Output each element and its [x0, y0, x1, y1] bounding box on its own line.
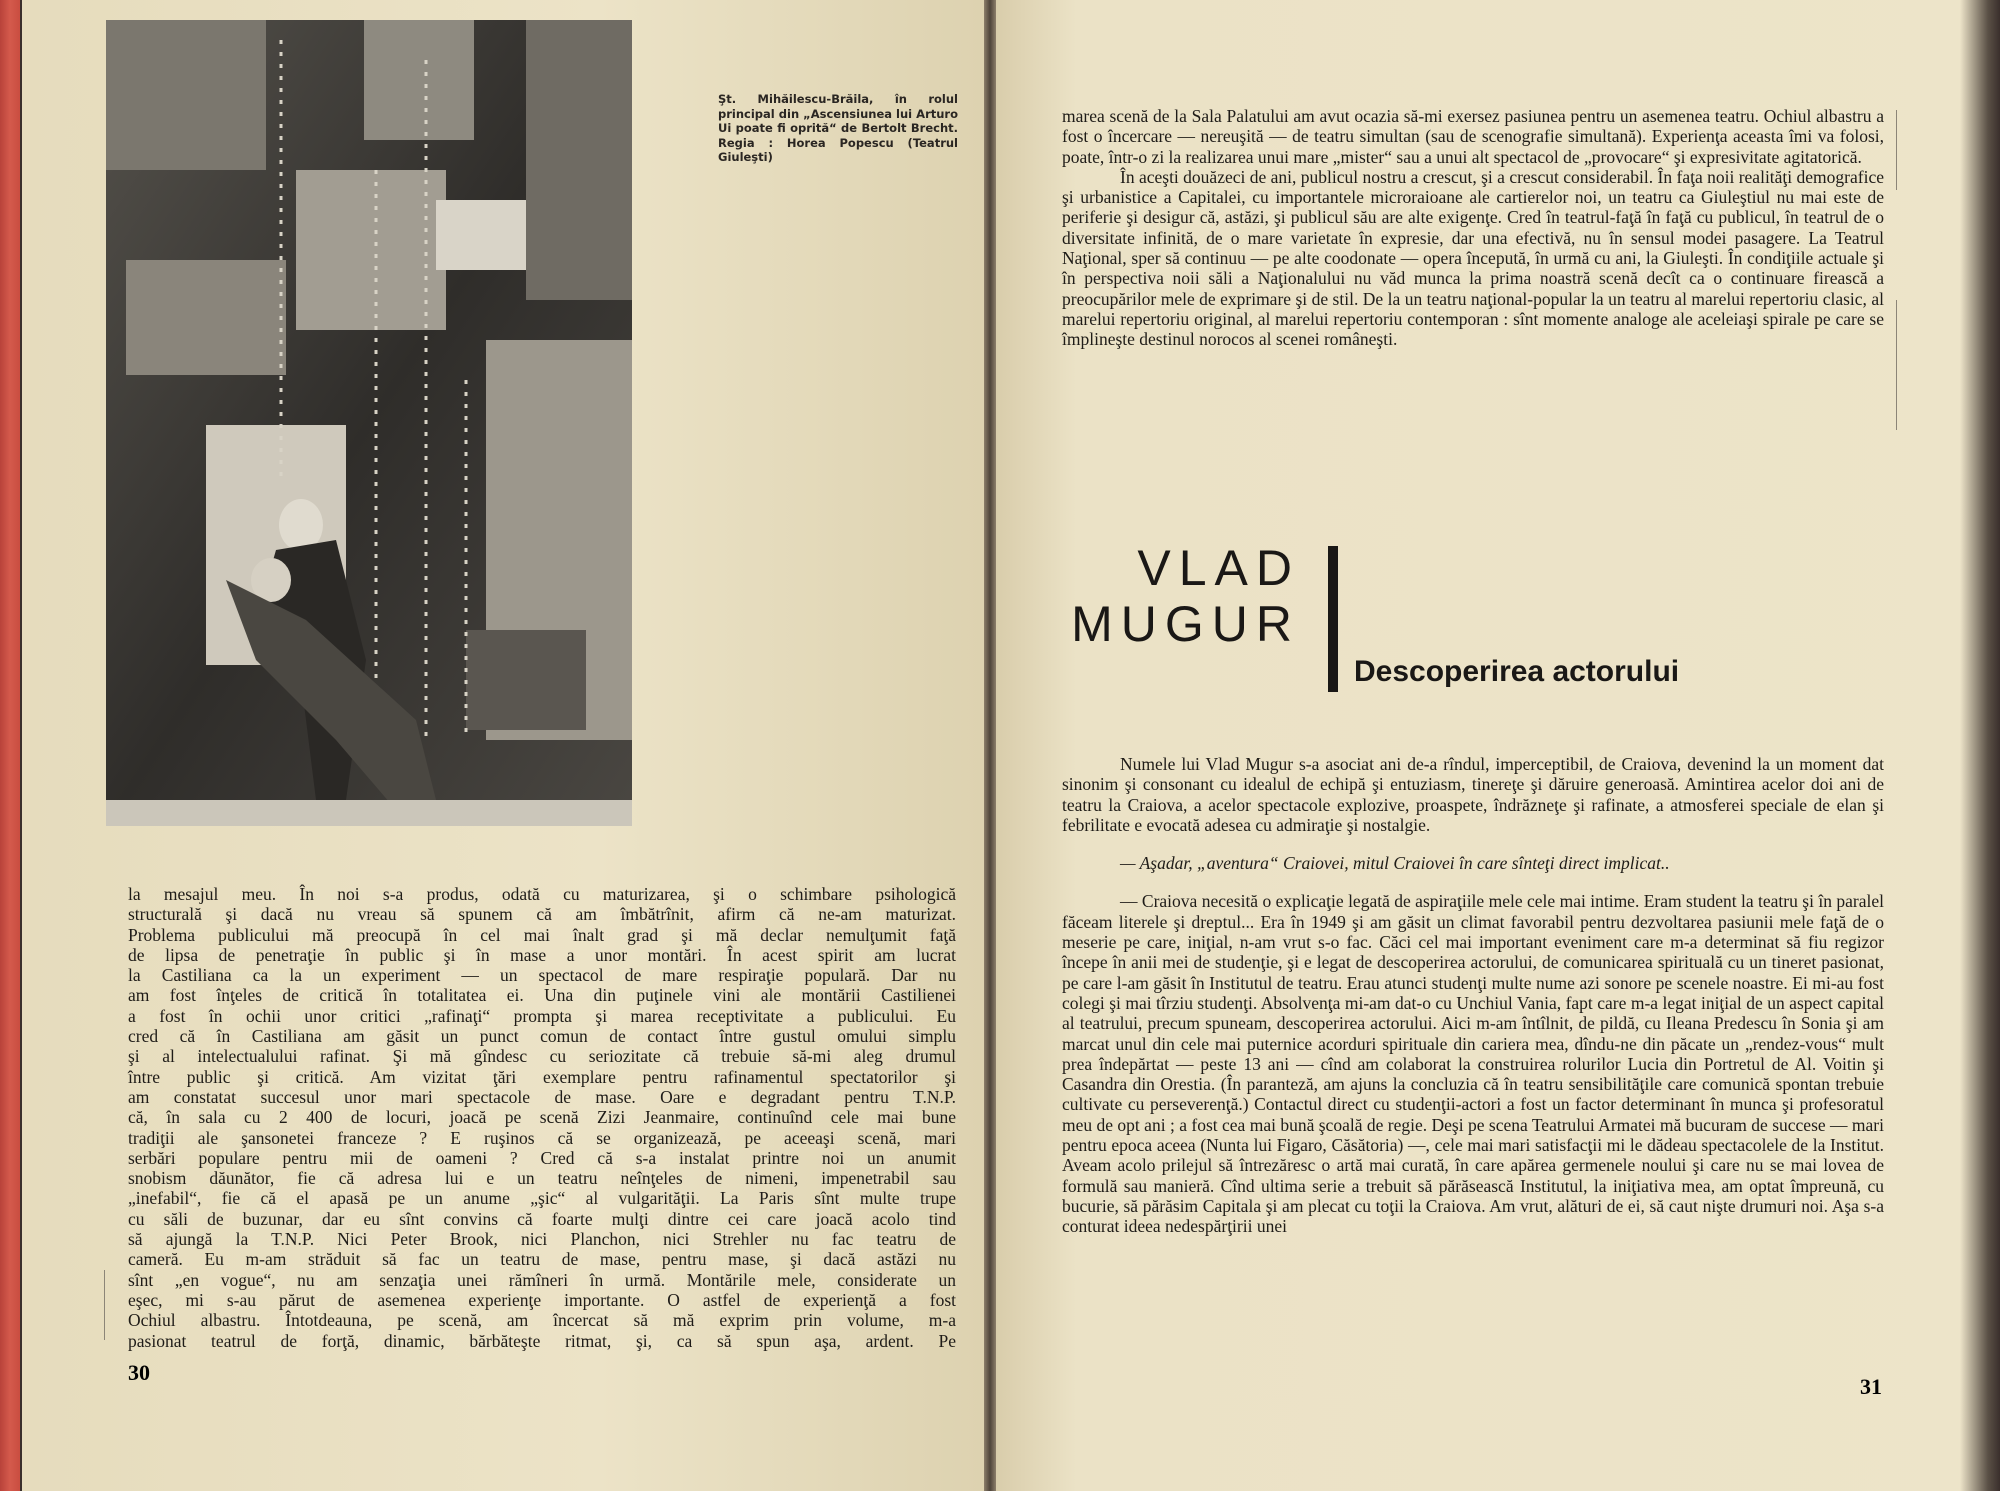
- photo-caption: Şt. Mihăilescu-Brăila, în rolul principal din „Ascensiunea lui Arturo Ui poate fi oprită“ de Bertolt Brecht. Regia : Horea Popescu (Teatrul Giuleşti): [718, 92, 958, 164]
- text-line: la Castiliana ca la un experiment — un spectacol de mare respiraţie populară. Dar nu: [128, 965, 956, 986]
- text-line: tradiţii ale şansonetei franceze ? E ruşinos că se organizează, pe aceeaşi scenă, mari: [128, 1127, 956, 1148]
- text-line: la mesajul meu. În noi s-a produs, odată cu maturizarea, şi o schimbare psihologică: [128, 884, 956, 904]
- page-number-right: 31: [1860, 1374, 1882, 1399]
- article-subtitle: Descoperirea actorului: [1354, 655, 1680, 688]
- text-line: „inefabil“, fie că el apasă pe un anume „şic“ al vulgarităţii. La Paris sînt multe trupe: [128, 1188, 956, 1209]
- pencil-margin-mark: [1896, 110, 1899, 190]
- text-line: şi al intelectualului rafinat. Şi mă gîndesc cu seriozitate că trebuie să-mi aleg drumul: [128, 1046, 956, 1067]
- text-line: de lipsa de penetraţie în public şi în mase a unor montări. În acest spirit am lucrat: [128, 944, 956, 965]
- book-spine: [984, 0, 996, 1491]
- interview-answer: — Craiova necesită o explicaţie legată de aspiraţiile mele cele mai intime. Eram student la teatru şi în paralel făceam literele şi dreptul... Era în 1949 şi am găsit un climat favorabil pentru dezvoltarea pasiunii mele faţă de o meserie pe care, iniţial, n-am vrut s-o fac. Căci cel mai important eveniment care m-a determinat să fiu regizor începe în anii mei de studenţie, şi e legat de descoperirea actorului, de comunicarea spirituală cu un tineret pasionat, pe care l-am găsit în Institutul de teatru. Erau atunci studenţi multe nume azi sonore pe scenele noastre. Ei mi-au fost colegi şi mai tîrziu studenţi. Absolvenţa mi-am dat-o cu Unchiul Vania, fapt care m-a legat iniţial de un aspect capital al teatrului, precum spuneam, descoperirea actorului. Aici m-am întîlnit, de pildă, cu Ileana Predescu în Sonia şi am marcat unul din cele mai puternice acorduri spirituale din cariera mea, dîndu-ne din păcate un „rendez-vous“ mult prea îndepărtat — peste 13 ani — cînd am colaborat la construirea rolurilor Lucia din Portretul de Al. Voitin şi Casandra din Orestia. (În paranteză, am ajuns la concluzia că în teatru sensibilităţile care comunică spontan trebuie cultivate cu perseverenţă.) Contactul direct cu studenţii-actori a fost un factor determinant în munca şi profesoratul meu de opt ani ; a fost cea mai bună şcoală de regie. Deşi pe scena Teatrului Armatei mă bucuram de succese — mari pentru epoca aceea (Nunta lui Figaro, Căsătoria) —, cele mai mari satisfacţii mi le dădeau spectacolele de la Institut. Aveam acolo prilejul să întrezăresc o artă mai curată, în care apărea germenele noului şi care nu se mai lovea de formulă sau manieră. Cînd ultima serie a trebuit să părăsească Institutul, la iniţiativa mea, am optat împreună, cu bucurie, să părăsim Capitala şi am plecat cu toţii la Craiova. Am vrut, alături de ei, să caut nişte drumuri noi. Aşa s-a conturat ideea nedespărţirii unei: [1062, 891, 1884, 1237]
- paragraph: În aceşti douăzeci de ani, publicul nostru a crescut, şi a crescut considerabil. În faţa noii realităţi demografice şi urbanistice a Capitalei, cu importantele microraioane ale cartierelor noi, un teatru ca Giuleştiul nu mai este de periferie şi desigur că, astăzi, şi publicul său are alte exigenţe. Cred în teatrul-faţă în faţă cu publicul, în teatrul de o diversitate infinită, de o mare varietate în expresie, dar una efectivă, nu în sensul modei pasagere. La Teatrul Naţional, sper să continuu — pe alte coodonate — opera începută, în urmă cu ani, la Giuleşti. În condiţiile actuale şi în perspectiva noii săli a Naţionalului nu văd munca la prima noastră scenă decît ca o continuare firească a preocupărilor mele de exprimare şi de stil. De la un teatru naţional-popular la un teatru al marelui repertoriu clasic, al marelui repertoriu original, al marelui repertoriu contemporan : sînt momente analoge ale aceleiaşi spirale pe care se împlineşte destinul norocos al scenei româneşti.: [1062, 166, 1884, 350]
- text-line: să ajungă la T.N.P. Nici Peter Brook, nici Planchon, nici Strehler nu fac teatru de: [128, 1229, 956, 1250]
- text-line: structurală şi dacă nu vreau să spunem că am îmbătrînit, afirm că ne-am maturizat.: [128, 904, 956, 925]
- paragraph: marea scenă de la Sala Palatului am avut ocazia să-mi exersez pasiunea pentru un asemenea teatru. Ochiul albastru a fost o încercare — nereuşită — de teatru simultan (sau de scenografie simultană). Experienţa aceasta îmi va folosi, poate, într-o zi la realizarea unui mare „mister“ sau a unui alt spectacol de „provocare“ şi expresivitate agitatorică.: [1062, 106, 1884, 167]
- text-line: între public şi critică. Am vizitat ţări exemplare pentru rafinamentul spectatorilor şi: [128, 1066, 956, 1087]
- page-number-left: 30: [128, 1360, 150, 1385]
- right-page-edge: [1960, 0, 2000, 1491]
- name-first: VLAD: [1137, 540, 1300, 596]
- text-line: am constatat succesul unor mari spectacole de mase. Oare e degradant pentru T.N.P.: [128, 1086, 956, 1107]
- text-line: sînt „en vogue“, nu am senzaţia unei rămîneri în urmă. Montările mele, considerate un: [128, 1269, 956, 1290]
- text-line: cu săli de buzunar, dar eu sînt convins că foarte mulţi dintre cei care joacă acolo tind: [128, 1208, 956, 1229]
- stage-photograph: [106, 20, 632, 826]
- text-line: serbări populare pentru mii de oameni ? Cred că s-a instalat printre noi un anumit: [128, 1147, 956, 1168]
- interview-name-heading: [1060, 540, 1300, 652]
- text-line: cameră. Eu m-am străduit să fac un teatru de mase, pentru mase, şi dacă astăzi nu: [128, 1249, 956, 1270]
- text-line: Problema publicului mă preocupă în cel mai înalt grad şi mă declar nemulţumit faţă: [128, 924, 956, 945]
- pencil-margin-mark: [1896, 300, 1899, 430]
- text-line: snobism dăunător, fie că adresa lui e un teatru neînţeles de nimeni, impenetrabil sau: [128, 1168, 956, 1189]
- text-line: am fost înţeles de critică în totalitatea ei. Una din puţinele vini ale montării Castilienei: [128, 985, 956, 1006]
- pencil-margin-mark: [104, 1270, 107, 1340]
- right-page-top-text: [1062, 106, 1884, 350]
- text-line: pasionat teatrul de forţă, dinamic, bărbăteşte ritmat, şi, ca să spun aşa, ardent. Pe: [128, 1330, 956, 1351]
- heading-divider-bar: [1328, 546, 1338, 692]
- text-line: cred că în Castiliana am găsit un punct comun de contact între gustul omului simplu: [128, 1026, 956, 1047]
- text-line: eşec, mi s-au părut de asemenea experienţe importante. O astfel de experienţă a fost: [128, 1289, 956, 1310]
- text-line: că, în sala cu 2 400 de locuri, joacă pe scenă Zizi Jeanmaire, continuînd cele mai bune: [128, 1107, 956, 1128]
- text-line: a fost în ochii unor critici „rafinaţi“ prompta şi marea receptivitate a publicului. Eu: [128, 1005, 956, 1026]
- interview-question: — Aşadar, „aventura“ Craiovei, mitul Craiovei în care sînteţi direct implicat..: [1120, 853, 1670, 874]
- stage-photo-illustration: [106, 20, 632, 826]
- name-last: MUGUR: [1071, 596, 1300, 652]
- text-line: Ochiul albastru. Întotdeauna, pe scenă, am încercat să mă exprim prin volume, m-a: [128, 1310, 956, 1331]
- left-page-body-text: [128, 884, 956, 1351]
- intro-paragraph: Numele lui Vlad Mugur s-a asociat ani de-a rîndul, imperceptibil, de Craiova, devenind la un moment dat sinonim şi consonant cu idealul de echipă şi entuziasm, tinereţe şi dăruire generoasă. Amintirea acelor doi ani de teatru la Craiova, a acelor spectacole explozive, proaspete, îndrăzneţe şi rafinate, a atmosferei speciale de elan şi febrilitate e evocată adesea cu admiraţie şi nostalgie.: [1062, 754, 1884, 835]
- right-page-body-text: [1062, 754, 1884, 1237]
